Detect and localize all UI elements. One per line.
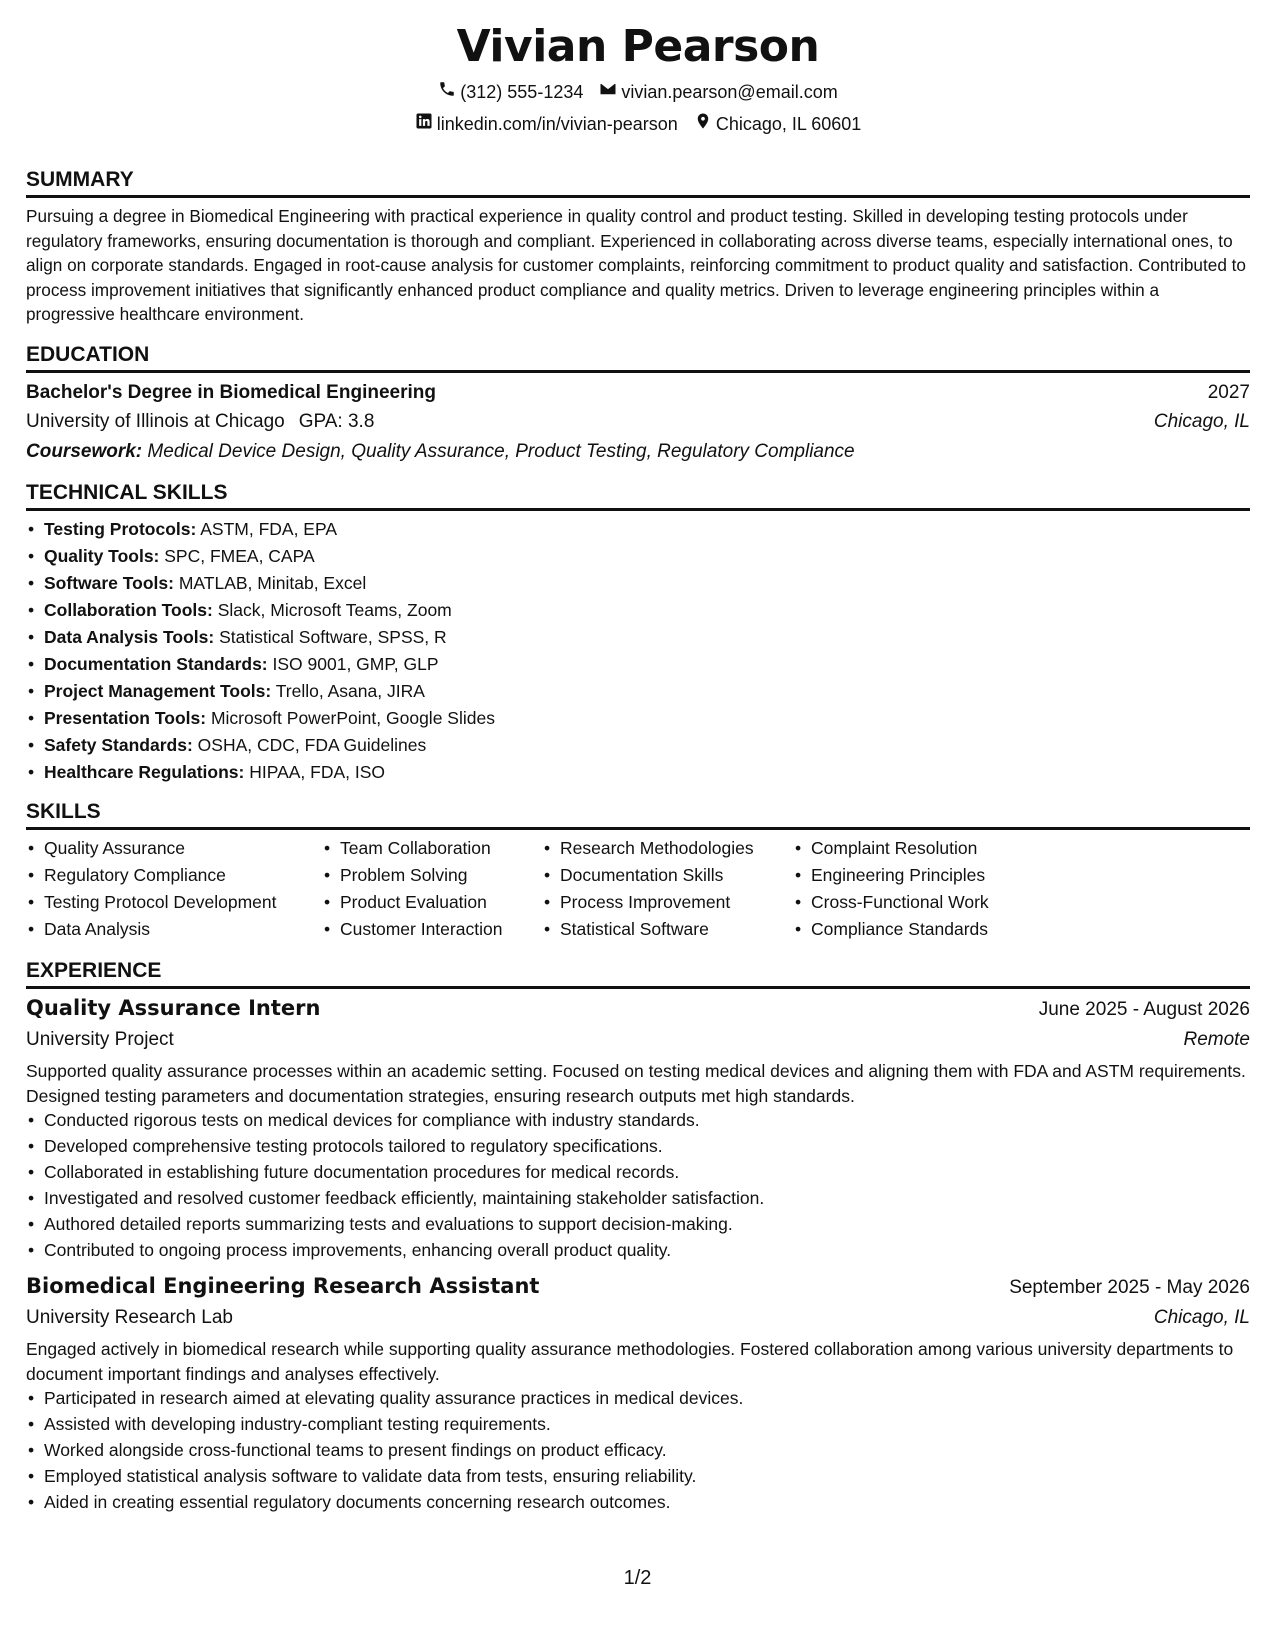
- experience-section: [26, 957, 1250, 1515]
- technical-skill-value: Statistical Software, SPSS, R: [219, 626, 447, 647]
- education-section: [26, 341, 1250, 467]
- job-bullet: • Employed statistical analysis software to validate data from tests, ensuring reliability.: [26, 1463, 1250, 1489]
- technical-skill-label: Safety Standards:: [44, 734, 193, 755]
- technical-skill-item: [26, 543, 1250, 570]
- degree-name: Bachelor's Degree in Biomedical Engineering: [26, 381, 436, 403]
- technical-skill-value: Trello, Asana, JIRA: [275, 680, 425, 701]
- technical-skill-value: MATLAB, Minitab, Excel: [178, 572, 367, 593]
- technical-skill-label: Project Management Tools:: [44, 680, 272, 701]
- skills-column: [322, 835, 542, 943]
- contact-email[interactable]: [599, 80, 837, 104]
- skill-item: • Team Collaboration: [322, 835, 542, 862]
- graduation-year: 2027: [1207, 381, 1250, 403]
- technical-skill-label: Collaboration Tools:: [44, 599, 213, 620]
- coursework-list: Medical Device Design, Quality Assurance, Product Testing, Regulatory Compliance: [147, 440, 855, 462]
- email-link[interactable]: vivian.pearson@email.com: [621, 82, 838, 102]
- job-bullet: • Investigated and resolved customer feedback efficiently, maintaining stakeholder satisfaction.: [26, 1185, 1250, 1211]
- skills-column: [542, 835, 793, 943]
- map-pin-icon: [694, 112, 712, 136]
- technical-skill-label: Documentation Standards:: [44, 653, 268, 674]
- skills-grid: [26, 835, 1250, 943]
- job-bullet: • Assisted with developing industry-compliant testing requirements.: [26, 1411, 1250, 1437]
- job-bullets: [26, 1385, 1250, 1515]
- linkedin-icon: [415, 112, 433, 136]
- technical-skill-value: SPC, FMEA, CAPA: [164, 545, 315, 566]
- job-organization: University Project: [26, 1028, 174, 1050]
- technical-skill-value: HIPAA, FDA, ISO: [249, 761, 386, 782]
- skills-column: [26, 835, 322, 943]
- contact-location: [694, 112, 861, 136]
- technical-skill-item: [26, 705, 1250, 732]
- skills-section: [26, 798, 1250, 943]
- technical-skill-item: [26, 678, 1250, 705]
- envelope-icon: [599, 80, 617, 104]
- skill-item: • Statistical Software: [542, 916, 793, 943]
- technical-skill-label: Testing Protocols:: [44, 518, 197, 539]
- phone-text: (312) 555-1234: [460, 82, 584, 102]
- job-org-row: [26, 1025, 1250, 1055]
- gpa: GPA: 3.8: [298, 410, 375, 432]
- job-organization: University Research Lab: [26, 1306, 233, 1328]
- contact-row-1: [26, 80, 1250, 104]
- technical-skills-heading: TECHNICAL SKILLS: [26, 479, 1250, 511]
- summary-text: Pursuing a degree in Biomedical Engineering with practical experience in quality control and product testing. Skilled in developing testing protocols under regulatory frameworks, ensuring documentation is thorough and compliant. Experienced in collaborating across diverse teams, especially international ones, to align on corporate standards. Engaged in root-cause analysis for customer complaints, reinforcing commitment to product quality and satisfaction. Contributed to process improvement initiatives that significantly enhanced product compliance and quality metrics. Driven to leverage engineering principles within a progressive healthcare environment.: [26, 206, 1246, 324]
- technical-skills-list: [26, 516, 1250, 786]
- job-bullet: • Collaborated in establishing future documentation procedures for medical records.: [26, 1159, 1250, 1185]
- job-entry: [26, 1271, 1250, 1515]
- skill-item: • Customer Interaction: [322, 916, 542, 943]
- skill-item: • Problem Solving: [322, 862, 542, 889]
- job-header-row: [26, 1271, 1250, 1303]
- skill-item: • Process Improvement: [542, 889, 793, 916]
- technical-skill-item: [26, 759, 1250, 786]
- contact-linkedin[interactable]: [415, 112, 678, 136]
- page-number: 1/2: [623, 1567, 652, 1589]
- technical-skill-item: [26, 624, 1250, 651]
- job-location: Chicago, IL: [1153, 1306, 1250, 1328]
- skill-item: • Compliance Standards: [793, 916, 1053, 943]
- location-text: Chicago, IL 60601: [715, 114, 862, 134]
- technical-skill-label: Data Analysis Tools:: [44, 626, 215, 647]
- school-line: [26, 407, 374, 437]
- technical-skill-value: Slack, Microsoft Teams, Zoom: [217, 599, 452, 620]
- job-bullet: • Participated in research aimed at elevating quality assurance practices in medical devices.: [26, 1385, 1250, 1411]
- job-bullets: [26, 1107, 1250, 1263]
- skill-item: • Testing Protocol Development: [26, 889, 322, 916]
- education-heading: EDUCATION: [26, 341, 1250, 373]
- technical-skill-item: [26, 732, 1250, 759]
- technical-skills-section: [26, 479, 1250, 786]
- contact-phone: [438, 80, 583, 104]
- job-dates: September 2025 - May 2026: [1009, 1276, 1250, 1298]
- linkedin-link[interactable]: linkedin.com/in/vivian-pearson: [436, 114, 678, 134]
- skills-column: [793, 835, 1053, 943]
- technical-skill-label: Healthcare Regulations:: [44, 761, 245, 782]
- technical-skill-item: [26, 516, 1250, 543]
- summary-section: [26, 166, 1250, 327]
- skill-item: • Cross-Functional Work: [793, 889, 1053, 916]
- job-bullet: • Contributed to ongoing process improvements, enhancing overall product quality.: [26, 1237, 1250, 1263]
- technical-skill-value: ISO 9001, GMP, GLP: [272, 653, 439, 674]
- job-org-row: [26, 1303, 1250, 1333]
- skill-item: • Engineering Principles: [793, 862, 1053, 889]
- skill-item: • Documentation Skills: [542, 862, 793, 889]
- school-name: University of Illinois at Chicago: [26, 410, 285, 432]
- contact-row-2: [26, 112, 1250, 136]
- technical-skill-label: Software Tools:: [44, 572, 174, 593]
- job-bullet: • Developed comprehensive testing protocols tailored to regulatory specifications.: [26, 1133, 1250, 1159]
- skill-item: • Regulatory Compliance: [26, 862, 322, 889]
- candidate-name: Vivian Pearson: [456, 21, 820, 72]
- experience-heading: EXPERIENCE: [26, 957, 1250, 989]
- technical-skill-value: Microsoft PowerPoint, Google Slides: [210, 707, 495, 728]
- skill-item: • Complaint Resolution: [793, 835, 1053, 862]
- job-title: Biomedical Engineering Research Assistant: [26, 1273, 540, 1298]
- technical-skill-value: ASTM, FDA, EPA: [200, 518, 338, 539]
- summary-heading: SUMMARY: [26, 166, 1250, 198]
- job-title: Quality Assurance Intern: [26, 995, 321, 1020]
- job-header-row: [26, 993, 1250, 1025]
- skill-item: • Research Methodologies: [542, 835, 793, 862]
- job-description: Engaged actively in biomedical research while supporting quality assurance methodologies. Fostered collaboration among various university departments to document important findings and analyses effectively.: [26, 1338, 1234, 1384]
- phone-icon: [438, 80, 456, 104]
- technical-skill-item: [26, 651, 1250, 678]
- job-bullet: • Aided in creating essential regulatory documents concerning research outcomes.: [26, 1489, 1250, 1515]
- technical-skill-item: [26, 570, 1250, 597]
- experience-list: [26, 993, 1250, 1515]
- skill-item: • Product Evaluation: [322, 889, 542, 916]
- job-bullet: • Authored detailed reports summarizing tests and evaluations to support decision-making.: [26, 1211, 1250, 1237]
- technical-skill-value: OSHA, CDC, FDA Guidelines: [197, 734, 427, 755]
- job-location: Remote: [1183, 1028, 1250, 1050]
- job-dates: June 2025 - August 2026: [1038, 998, 1250, 1020]
- technical-skill-label: Presentation Tools:: [44, 707, 207, 728]
- school-location: Chicago, IL: [1153, 410, 1250, 432]
- resume-page: [26, 20, 1250, 1515]
- coursework-label: Coursework:: [26, 440, 143, 462]
- job-bullet: • Worked alongside cross-functional teams to present findings on product efficacy.: [26, 1437, 1250, 1463]
- coursework-line: [26, 437, 1250, 467]
- skills-heading: SKILLS: [26, 798, 1250, 830]
- technical-skill-label: Quality Tools:: [44, 545, 160, 566]
- skill-item: • Quality Assurance: [26, 835, 322, 862]
- job-entry: [26, 993, 1250, 1263]
- job-description: Supported quality assurance processes within an academic setting. Focused on testing medical devices and aligning them with FDA and ASTM requirements. Designed testing parameters and documentation strategies, ensuring research outputs met high standards.: [26, 1060, 1246, 1106]
- job-bullet: • Conducted rigorous tests on medical devices for compliance with industry standards.: [26, 1107, 1250, 1133]
- technical-skill-item: [26, 597, 1250, 624]
- skill-item: • Data Analysis: [26, 916, 322, 943]
